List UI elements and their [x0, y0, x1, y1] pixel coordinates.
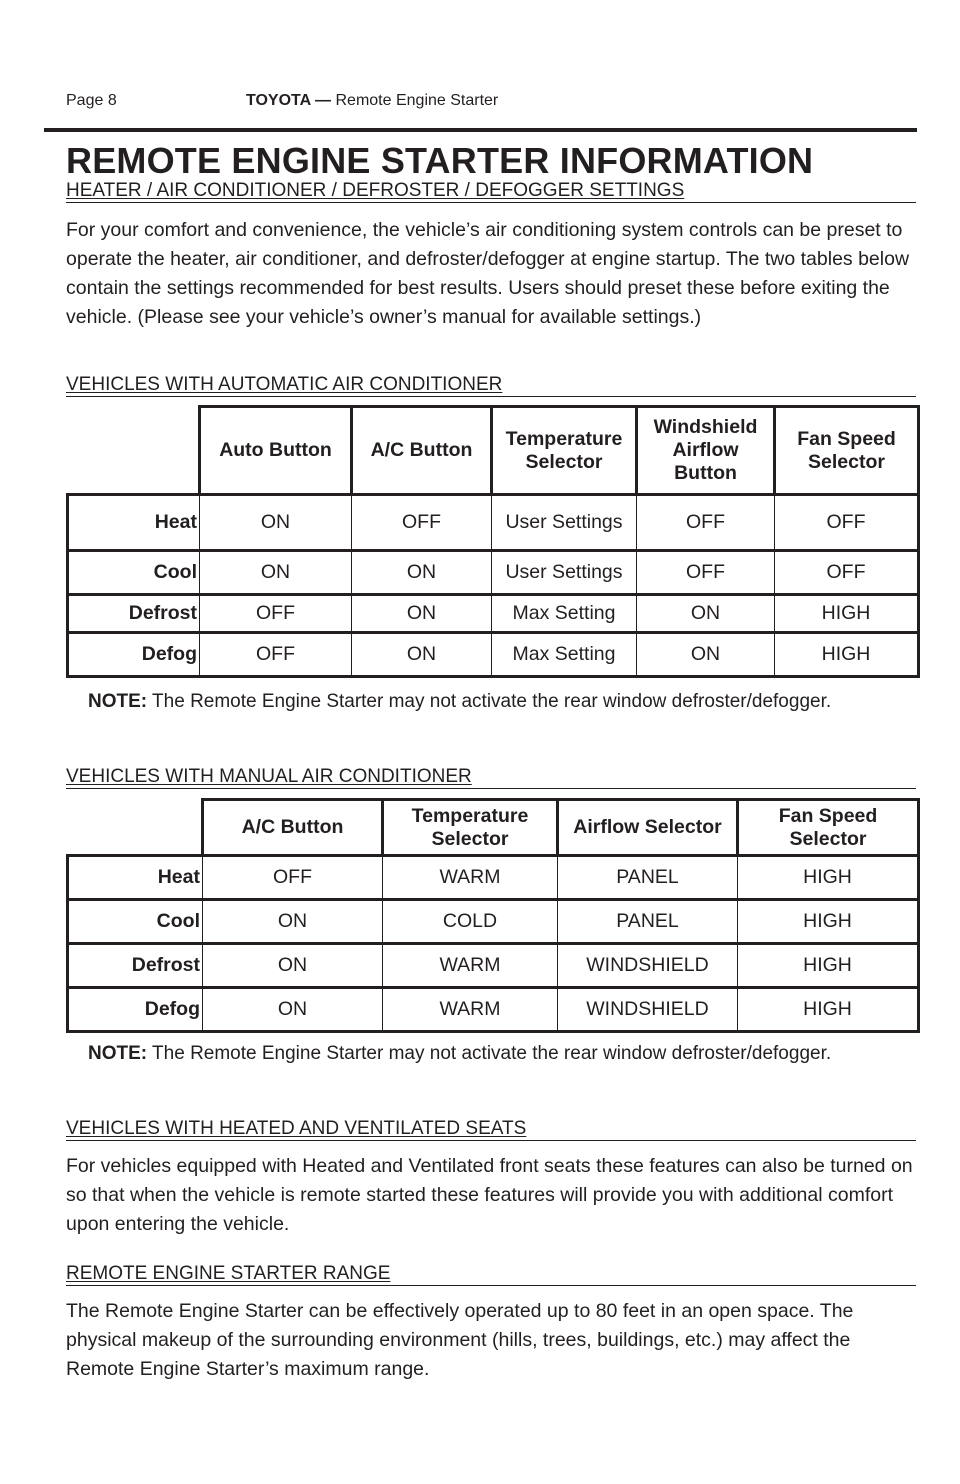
- table-header-row: [68, 800, 919, 856]
- table-cell: WARM: [383, 988, 558, 1032]
- table-cell: COLD: [383, 900, 558, 944]
- table-cell: OFF: [775, 495, 919, 551]
- table-cell: HIGH: [738, 944, 919, 988]
- table-cell: ON: [203, 900, 383, 944]
- table-cell: OFF: [637, 551, 775, 595]
- section-heading-seats: [66, 1118, 916, 1141]
- row-label: Cool: [68, 900, 203, 944]
- table-cell: ON: [637, 595, 775, 633]
- seats-paragraph: For vehicles equipped with Heated and Ventilated front seats these features can also be turned on so that when the vehicle is remote started these features will provide you with additional comfort upon entering the vehicle.: [66, 1155, 913, 1235]
- note-label: NOTE:: [88, 691, 148, 712]
- row-label: Heat: [68, 856, 203, 900]
- section-heading-text: VEHICLES WITH MANUAL AIR CONDITIONER: [66, 766, 472, 787]
- table-header-row: [68, 407, 919, 495]
- col-header: Airflow Selector: [558, 800, 738, 856]
- table-cell: ON: [352, 551, 492, 595]
- col-header: Temperature Selector: [383, 800, 558, 856]
- section-heading-text: VEHICLES WITH AUTOMATIC AIR CONDITIONER: [66, 374, 503, 395]
- note-text: The Remote Engine Starter may not activate the rear window defroster/defogger.: [152, 1043, 832, 1064]
- section-heading-text: HEATER / AIR CONDITIONER / DEFROSTER / DEFOGGER SETTINGS: [66, 180, 685, 201]
- table-cell: ON: [352, 633, 492, 677]
- table-cell: Max Setting: [492, 633, 637, 677]
- table-row: [68, 633, 919, 677]
- col-header: Fan Speed Selector: [738, 800, 919, 856]
- table-row: [68, 551, 919, 595]
- table-cell: OFF: [352, 495, 492, 551]
- manual-ac-note: [88, 1040, 908, 1067]
- table-cell: User Settings: [492, 495, 637, 551]
- row-label: Defrost: [68, 595, 200, 633]
- row-label: Defog: [68, 633, 200, 677]
- table-cell: ON: [203, 944, 383, 988]
- table-cell: OFF: [637, 495, 775, 551]
- col-header: Temperature Selector: [492, 407, 637, 495]
- note-label: NOTE:: [88, 1043, 148, 1064]
- section-heading-range: [66, 1263, 916, 1286]
- section-heading-auto-ac: [66, 374, 916, 397]
- header-brand-line: [246, 92, 498, 110]
- table-cell: PANEL: [558, 856, 738, 900]
- table-cell: WARM: [383, 856, 558, 900]
- col-header: A/C Button: [352, 407, 492, 495]
- header-blank-cell: [68, 800, 203, 856]
- col-header: A/C Button: [203, 800, 383, 856]
- table-cell: HIGH: [738, 900, 919, 944]
- table-cell: ON: [637, 633, 775, 677]
- table-cell: OFF: [200, 633, 352, 677]
- table-cell: ON: [200, 551, 352, 595]
- table-cell: WINDSHIELD: [558, 944, 738, 988]
- table-row: [68, 595, 919, 633]
- table-cell: User Settings: [492, 551, 637, 595]
- range-paragraph: The Remote Engine Starter can be effectively operated up to 80 feet in an open space. The physical makeup of the surrounding environment (hills, trees, buildings, etc.) may affect the Remote Engine Starter’s maximum range.: [66, 1300, 854, 1380]
- table-cell: ON: [200, 495, 352, 551]
- auto-ac-table: [66, 405, 920, 678]
- table-cell: HIGH: [738, 856, 919, 900]
- col-header: Windshield Airflow Button: [637, 407, 775, 495]
- table-cell: WARM: [383, 944, 558, 988]
- section-heading-text: VEHICLES WITH HEATED AND VENTILATED SEATS: [66, 1118, 527, 1139]
- row-label: Defog: [68, 988, 203, 1032]
- table-row: [68, 495, 919, 551]
- col-header: Fan Speed Selector: [775, 407, 919, 495]
- section-heading-text: REMOTE ENGINE STARTER RANGE: [66, 1263, 391, 1284]
- header-blank-cell: [68, 407, 200, 495]
- table-row: [68, 944, 919, 988]
- table-cell: ON: [203, 988, 383, 1032]
- brand-name: TOYOTA —: [246, 92, 332, 109]
- header-rule: [44, 128, 917, 132]
- table-cell: PANEL: [558, 900, 738, 944]
- row-label: Heat: [68, 495, 200, 551]
- table-cell: Max Setting: [492, 595, 637, 633]
- row-label: Cool: [68, 551, 200, 595]
- table-cell: HIGH: [775, 633, 919, 677]
- manual-ac-table: [66, 798, 920, 1033]
- auto-ac-note: [88, 688, 908, 715]
- page-title: REMOTE ENGINE STARTER INFORMATION: [66, 140, 814, 181]
- settings-paragraph: For your comfort and convenience, the vehicle’s air conditioning system controls can be preset to operate the heater, air conditioner, and defroster/defogger at engine startup. The two tables below contain the settings recommended for best results. Users should preset these before exiting the vehicle. (Please see your vehicle’s owner’s manual for available settings.): [66, 219, 910, 328]
- row-label: Defrost: [68, 944, 203, 988]
- table-cell: HIGH: [775, 595, 919, 633]
- section-heading-manual-ac: [66, 766, 916, 789]
- table-row: [68, 856, 919, 900]
- page-number: Page 8: [66, 92, 117, 109]
- table-cell: OFF: [203, 856, 383, 900]
- section-heading-settings: [66, 180, 916, 203]
- header-subtitle: Remote Engine Starter: [335, 92, 499, 109]
- table-row: [68, 988, 919, 1032]
- note-text: The Remote Engine Starter may not activate the rear window defroster/defogger.: [152, 691, 832, 712]
- table-cell: WINDSHIELD: [558, 988, 738, 1032]
- table-cell: OFF: [200, 595, 352, 633]
- col-header: Auto Button: [200, 407, 352, 495]
- table-cell: OFF: [775, 551, 919, 595]
- table-cell: ON: [352, 595, 492, 633]
- table-row: [68, 900, 919, 944]
- table-cell: HIGH: [738, 988, 919, 1032]
